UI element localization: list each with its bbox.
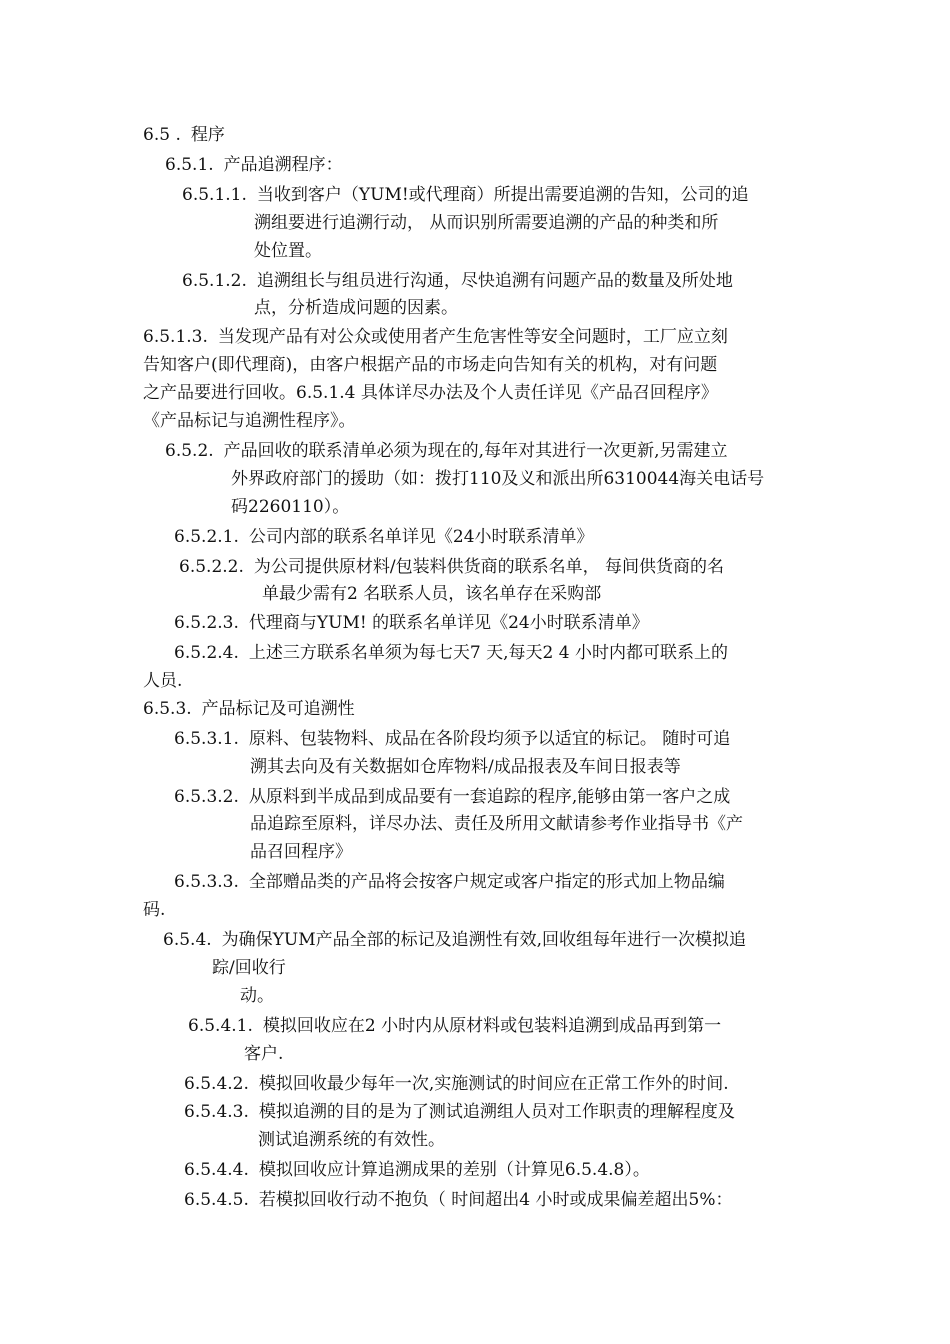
paragraph-line: 6.5.4.3. 模拟追溯的目的是为了测试追溯组人员对工作职责的理解程度及 (184, 1102, 735, 1122)
paragraph-line: 码. (143, 900, 166, 920)
paragraph-line: 6.5.1.3. 当发现产品有对公众或使用者产生危害性等安全问题时，工厂应立刻 (143, 327, 728, 347)
paragraph-line: 告知客户(即代理商)，由客户根据产品的市场走向告知有关的机构，对有问题 (143, 355, 718, 375)
paragraph-line: 动。 (240, 986, 274, 1006)
paragraph-line: 品追踪至原料，详尽办法、责任及所用文献请参考作业指导书《产 (250, 814, 743, 834)
paragraph-line: 6.5.3.2. 从原料到半成品到成品要有一套追踪的程序,能够由第一客户之成 (174, 787, 731, 807)
paragraph-line: 处位置。 (254, 241, 322, 261)
paragraph-line: 单最少需有2 名联系人员，该名单存在采购部 (262, 584, 602, 604)
paragraph-line: 6.5.1.1. 当收到客户（YUM!或代理商）所提出需要追溯的告知，公司的追 (182, 185, 749, 205)
paragraph-line: 《产品标记与追溯性程序》。 (143, 411, 356, 431)
section-heading: 6.5 . 程序 (143, 125, 225, 145)
paragraph-line: 品召回程序》 (250, 842, 352, 862)
paragraph-line: 6.5.4.1. 模拟回收应在2 小时内从原材料或包装料追溯到成品再到第一 (188, 1016, 722, 1036)
paragraph-line: 之产品要进行回收。6.5.1.4 具体详尽办法及个人责任详见《产品召回程序》 (143, 383, 718, 403)
paragraph-line: 外界政府部门的援助（如：拨打110及义和派出所6310044海关电话号 (231, 469, 765, 489)
paragraph-line: 6.5.2.1. 公司内部的联系名单详见《24小时联系清单》 (174, 527, 594, 547)
paragraph-line: 溯组要进行追溯行动， 从而识别所需要追溯的产品的种类和所 (254, 213, 719, 233)
paragraph-line: 6.5.4.5. 若模拟回收行动不抱负（ 时间超出4 小时或成果偏差超出5%： (184, 1190, 733, 1210)
paragraph-line: 点，分析造成问题的因素。 (254, 298, 458, 318)
paragraph-line: 客户. (244, 1044, 284, 1064)
subsection-heading: 6.5.4. 为确保YUM产品全部的标记及追溯性有效,回收组每年进行一次模拟追 (163, 930, 747, 950)
paragraph-line: 人员. (143, 671, 183, 691)
paragraph-line: 6.5.2.4. 上述三方联系名单须为每七天7 天,每天2 4 小时内都可联系上的 (174, 643, 728, 663)
paragraph-line: 码2260110）。 (231, 497, 350, 517)
paragraph-line: 6.5.3.3. 全部赠品类的产品将会按客户规定或客户指定的形式加上物品编 (174, 872, 725, 892)
subsection-heading: 6.5.3. 产品标记及可追溯性 (143, 699, 355, 719)
paragraph-line: 测试追溯系统的有效性。 (258, 1130, 445, 1150)
subsection-heading: 6.5.1. 产品追溯程序： (165, 155, 343, 175)
paragraph-line: 6.5.4.4. 模拟回收应计算追溯成果的差别（计算见6.5.4.8）。 (184, 1160, 650, 1180)
subsection-heading: 6.5.2. 产品回收的联系清单必须为现在的,每年对其进行一次更新,另需建立 (165, 441, 728, 461)
paragraph-line: 溯其去向及有关数据如仓库物料/成品报表及车间日报表等 (250, 757, 681, 777)
paragraph-line: 6.5.1.2. 追溯组长与组员进行沟通，尽快追溯有问题产品的数量及所处地 (182, 271, 733, 291)
paragraph-line: 踪/回收行 (212, 958, 286, 978)
paragraph-line: 6.5.4.2. 模拟回收最少每年一次,实施测试的时间应在正常工作外的时间. (184, 1074, 729, 1094)
paragraph-line: 6.5.2.2. 为公司提供原材料/包装料供货商的联系名单， 每间供货商的名 (179, 557, 725, 577)
paragraph-line: 6.5.3.1. 原料、包装物料、成品在各阶段均须予以适宜的标记。 随时可追 (174, 729, 731, 749)
paragraph-line: 6.5.2.3. 代理商与YUM! 的联系名单详见《24小时联系清单》 (174, 613, 649, 633)
